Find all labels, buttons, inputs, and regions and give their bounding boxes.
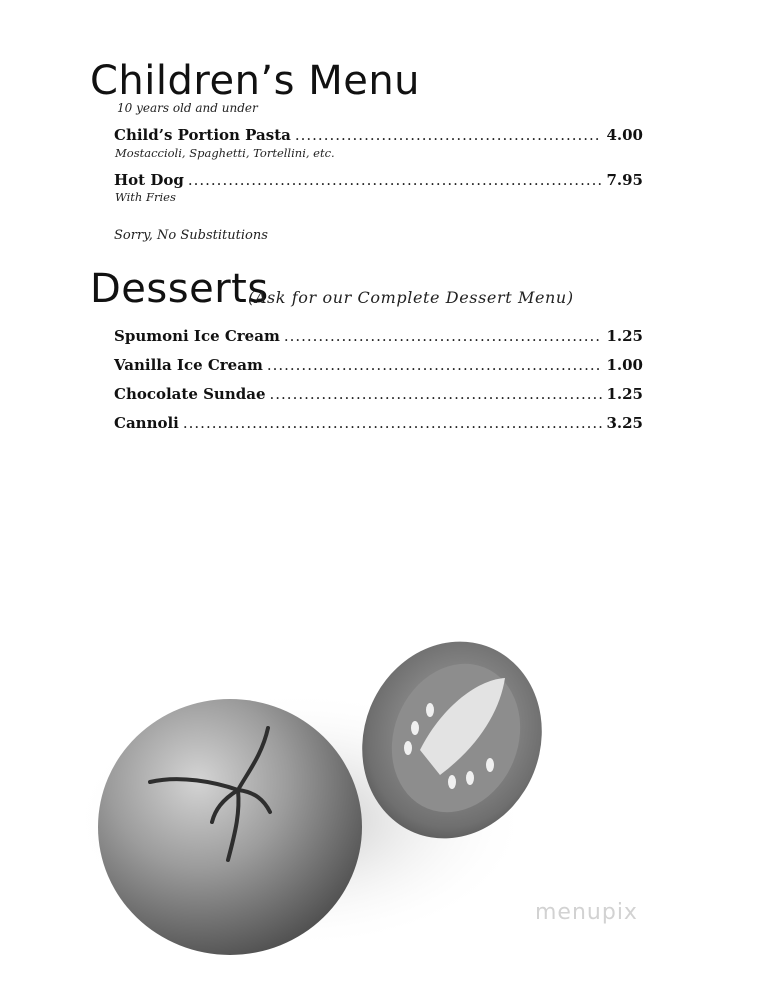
- item-name: Vanilla Ice Cream: [114, 356, 263, 374]
- item-name: Hot Dog: [114, 171, 184, 189]
- item-price: 1.25: [606, 385, 643, 403]
- dot-leader: [183, 414, 603, 432]
- menu-item-cannoli: [114, 414, 643, 432]
- no-substitutions-note: Sorry, No Substitutions: [114, 228, 268, 243]
- dot-leader: [284, 327, 603, 345]
- item-price: 1.00: [606, 356, 643, 374]
- item-name: Child’s Portion Pasta: [114, 126, 291, 144]
- item-price: 3.25: [606, 414, 643, 432]
- children-menu-title: Children’s Menu: [90, 58, 421, 104]
- tomato-illustration: [0, 560, 768, 994]
- item-name: Spumoni Ice Cream: [114, 327, 280, 345]
- dot-leader: [267, 356, 603, 374]
- item-price: 1.25: [606, 327, 643, 345]
- item-description: Mostaccioli, Spaghetti, Tortellini, etc.: [115, 146, 335, 160]
- item-name: Cannoli: [114, 414, 179, 432]
- dot-leader: [188, 171, 603, 189]
- menu-item-childs-pasta: [114, 126, 643, 144]
- desserts-note: (Ask for our Complete Dessert Menu): [248, 288, 574, 307]
- children-menu-subtitle: 10 years old and under: [117, 101, 258, 115]
- dot-leader: [295, 126, 603, 144]
- desserts-title: Desserts: [90, 266, 269, 312]
- item-name: Chocolate Sundae: [114, 385, 266, 403]
- menu-item-spumoni: [114, 327, 643, 345]
- menu-item-vanilla: [114, 356, 643, 374]
- watermark-logo: menupix: [535, 900, 638, 925]
- item-price: 7.95: [606, 171, 643, 189]
- whole-tomato: [98, 699, 362, 955]
- menu-item-hot-dog: [114, 171, 643, 189]
- item-description: With Fries: [115, 190, 176, 204]
- dot-leader: [270, 385, 603, 403]
- menu-item-chocolate-sundae: [114, 385, 643, 403]
- item-price: 4.00: [606, 126, 643, 144]
